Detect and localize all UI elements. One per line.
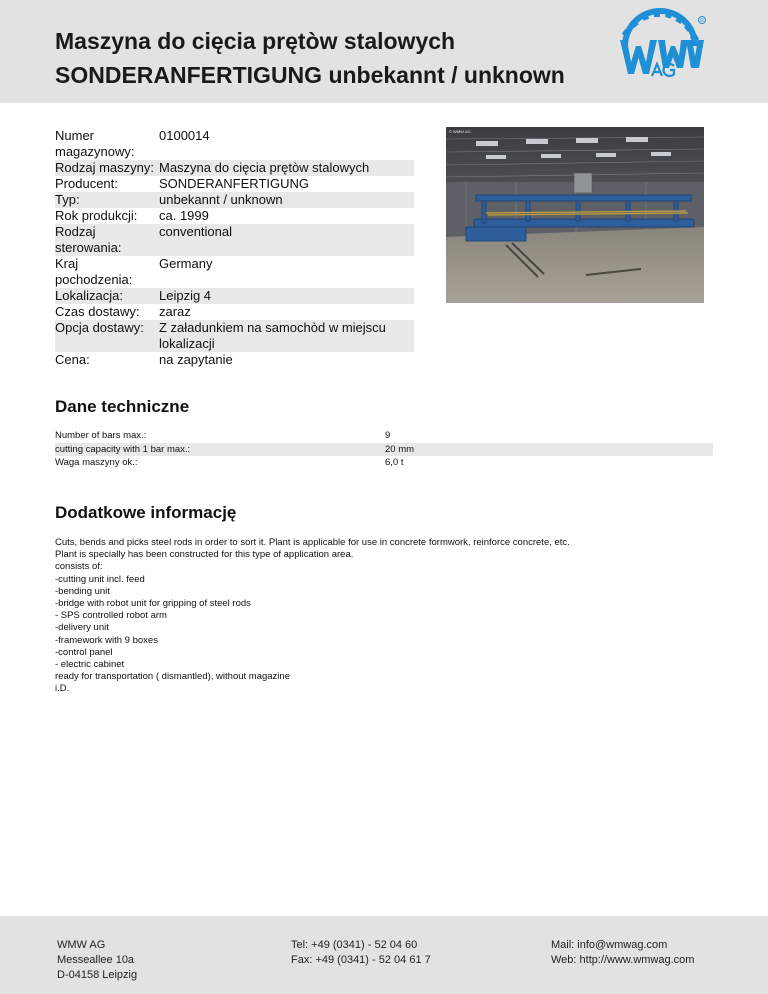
page-header xyxy=(0,0,768,103)
footer-fax: Fax: +49 (0341) - 52 04 61 7 xyxy=(291,954,431,966)
property-label: Kraj pochodzenia: xyxy=(55,256,133,287)
property-label: Numer magazynowy: xyxy=(55,128,135,159)
page-title-line2: SONDERANFERTIGUNG unbekannt / unknown xyxy=(55,62,565,88)
footer-city: D-04158 Leipzig xyxy=(57,969,138,981)
property-value: zaraz xyxy=(159,304,191,319)
property-value: ca. 1999 xyxy=(159,208,209,223)
info-line: -delivery unit xyxy=(55,622,109,634)
info-line: ready for transportation ( dismantled), without magazine xyxy=(55,671,290,683)
property-label: Rodzaj sterowania: xyxy=(55,224,122,255)
footer-tel: Tel: +49 (0341) - 52 04 60 xyxy=(291,939,418,951)
property-row xyxy=(55,288,414,304)
footer-street: Messeallee 10a xyxy=(57,954,135,966)
footer-company: WMW AG xyxy=(57,939,106,951)
info-line: -bridge with robot unit for gripping of steel rods xyxy=(55,598,251,610)
property-label: Typ: xyxy=(55,192,80,207)
property-row xyxy=(55,352,414,368)
property-row xyxy=(55,320,414,352)
technical-value: 6,0 t xyxy=(385,457,404,468)
property-value: SONDERANFERTIGUNG xyxy=(159,176,309,191)
property-label: Producent: xyxy=(55,176,118,191)
property-label: Cena: xyxy=(55,352,90,367)
page-footer xyxy=(0,916,768,994)
technical-value: 9 xyxy=(385,430,391,441)
technical-label: cutting capacity with 1 bar max.: xyxy=(55,443,191,455)
page-title-line1: Maszyna do cięcia prętòw stalowych xyxy=(55,28,456,54)
property-value: Z załadunkiem na samochòd w miejscu lokalizacji xyxy=(159,320,386,351)
footer-mail-link[interactable]: Mail: info@wmwag.com xyxy=(551,939,668,951)
technical-row xyxy=(55,429,713,443)
technical-label: Number of bars max.: xyxy=(55,430,147,441)
property-label: Opcja dostawy: xyxy=(55,320,144,335)
property-row xyxy=(55,128,414,160)
svg-text:R: R xyxy=(700,18,704,24)
footer-phone xyxy=(291,938,431,968)
property-value: unbekannt / unknown xyxy=(159,192,283,207)
property-row xyxy=(55,176,414,192)
technical-label: Waga maszyny ok.: xyxy=(55,457,138,468)
property-value: na zapytanie xyxy=(159,352,233,367)
footer-address xyxy=(57,938,137,983)
footer-contact xyxy=(551,938,694,968)
technical-value: 20 mm xyxy=(385,443,415,455)
info-line: consists of: xyxy=(55,561,103,573)
property-row xyxy=(55,192,414,208)
property-value: 0100014 xyxy=(159,128,210,143)
machine-photo-image xyxy=(446,127,704,303)
info-line: Plant is specially has been constructed for this type of application area. xyxy=(55,549,354,561)
technical-row xyxy=(55,456,713,470)
info-line: -cutting unit incl. feed xyxy=(55,573,145,585)
property-value: Maszyna do cięcia prętòw stalowych xyxy=(159,160,370,175)
technical-table xyxy=(55,429,713,470)
machine-photo[interactable] xyxy=(446,127,704,303)
technical-section-title: Dane techniczne xyxy=(55,397,190,416)
property-value: Germany xyxy=(159,256,213,271)
info-line: -bending unit xyxy=(55,585,110,597)
additional-section-title: Dodatkowe informację xyxy=(55,503,237,522)
property-label: Czas dostawy: xyxy=(55,304,140,319)
property-row xyxy=(55,160,414,176)
property-row xyxy=(55,304,414,320)
info-line: i.D. xyxy=(55,683,70,695)
photo-caption: © WMW AG xyxy=(449,129,471,134)
property-value: conventional xyxy=(159,224,232,239)
property-label: Rodzaj maszyny: xyxy=(55,160,154,175)
info-line: - electric cabinet xyxy=(55,659,125,671)
wmw-wag-logo xyxy=(612,8,708,90)
info-line: Cuts, bends and picks steel rods in order to sort it. Plant is applicable for use in concrete formwork, reinforce concrete, etc. xyxy=(55,537,570,548)
additional-info-text xyxy=(55,537,715,696)
property-label: Lokalizacja: xyxy=(55,288,123,303)
property-label: Rok produkcji: xyxy=(55,208,138,223)
info-line: -control panel xyxy=(55,646,113,658)
properties-table xyxy=(55,128,414,368)
technical-row xyxy=(55,443,713,457)
footer-web-link[interactable]: Web: http://www.wmwag.com xyxy=(551,954,695,966)
property-value: Leipzig 4 xyxy=(159,288,212,303)
property-row xyxy=(55,208,414,224)
info-line: - SPS controlled robot arm xyxy=(55,610,167,622)
info-line: -framework with 9 boxes xyxy=(55,634,158,646)
property-row xyxy=(55,256,414,288)
property-row xyxy=(55,224,414,256)
